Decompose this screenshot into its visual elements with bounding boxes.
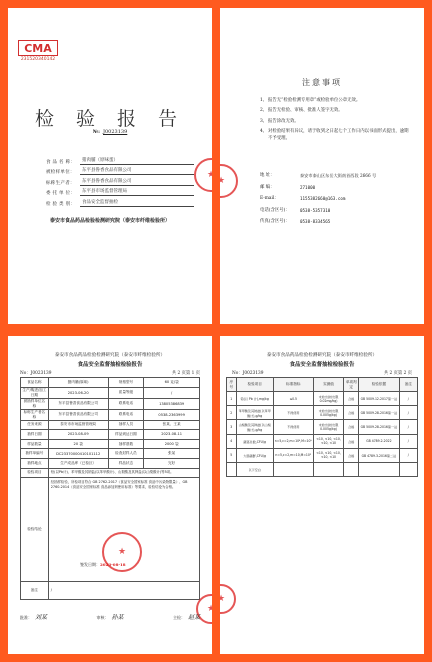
official-seal bbox=[220, 164, 238, 198]
svg-text:CMA: CMA bbox=[24, 42, 52, 55]
field-category: 检 验 类 别： 食品安全监督抽检 bbox=[46, 196, 194, 207]
report-title: 食品安全监督抽检检验报告 bbox=[289, 362, 355, 368]
table-header-row: 序号 检验项目 标准指标 实测值 单项判定 检验依据 备注 bbox=[227, 378, 418, 392]
notice-item: 4、 对检验结果有异议，请于收到之日起七个工作日内以书面形式提出，逾期不予受理。 bbox=[260, 129, 409, 142]
test-results-table bbox=[226, 377, 418, 477]
table-row: 5 大肠菌群,CFU/g n=5,c=2,m=10,M=10² <10, <10, <10, <10, <10 合格 GB 4789.3-2016第二法 / bbox=[227, 448, 418, 462]
report-cover-page bbox=[8, 8, 212, 324]
table-row: 被抽样单位名称 东平县鲁香食品有限公司 联系电话 13805386839 bbox=[21, 398, 200, 409]
cma-number: 231520340142 bbox=[20, 57, 56, 62]
table-row: 3 山梨酸及其钾盐(以山梨酸计),g/kg 不得使用 未检出(检出限0.005g/kg) 合格 GB 5009.28-2016第一法 / bbox=[227, 420, 418, 434]
table-row: 备注 / bbox=[21, 582, 200, 600]
table-row: 任务来源 泰安市市场监督管理局 抽样人员 张某、王某 bbox=[21, 420, 200, 430]
institute-name: 泰安市食品药品检验检测研究院（泰安市纤维检验所） bbox=[54, 353, 166, 358]
report-number-value: J0023139 bbox=[103, 129, 128, 135]
report-meta bbox=[20, 370, 200, 376]
official-seal bbox=[220, 584, 236, 614]
page-indicator: 共 2 页第 1 页 bbox=[171, 371, 200, 376]
table-row: 标称生产者名称 东平县鲁香食品有限公司 联系电话 0538-2363999 bbox=[21, 409, 200, 420]
cma-logo bbox=[18, 40, 58, 62]
issue-date: 签发日期：2023-08-18 bbox=[80, 562, 126, 567]
signer-approve: 批准： 刘某 bbox=[20, 614, 48, 621]
report-page-2 bbox=[220, 336, 424, 654]
report-page-1 bbox=[8, 336, 212, 654]
notice-item: 2、 报告无检验、审核、批准人签字无效。 bbox=[260, 108, 343, 114]
table-row: 检验结论 经抽样检验，所检项目符合 GB 2762-2017《食品安全国家标准 食品中污染物限量》、GB 2760-2014《食品安全国家标准 食品添加剂使用标准》等要求，检验结论为合格。 bbox=[21, 478, 200, 582]
notice-item: 1、 报告无“检验检测专用章”或检验单位公章无效。 bbox=[260, 98, 361, 103]
page-title: 检 验 报 告 bbox=[34, 108, 186, 130]
table-row: 2 苯甲酸及其钠盐(以苯甲酸计),g/kg 不得使用 未检出(检出限0.005g/kg) 合格 GB 5009.28-2016第一法 / bbox=[227, 406, 418, 420]
contact-info bbox=[260, 173, 410, 231]
table-row: 1 铅(以 Pb 计),mg/kg ≤0.5 未检出(检出限0.02mg/kg) 合格 GB 5009.12-2017第一法 / bbox=[227, 392, 418, 406]
notice-title: 注意事项 bbox=[302, 78, 342, 87]
table-row: 抽样单编号 DC23370000410101112 检查封样人员 张某 bbox=[21, 449, 200, 459]
notice-page bbox=[220, 8, 424, 324]
report-meta bbox=[232, 370, 412, 376]
signer-inspector: 主检： 赵某 bbox=[172, 614, 200, 621]
notice-item: 3、 报告涂改无效。 bbox=[260, 118, 299, 124]
field-client: 委 托 单 位： 东平县市场监督管理局 bbox=[46, 186, 194, 197]
notice-list bbox=[260, 97, 410, 146]
field-producer: 标称生产者： 东平县鲁香食品有限公司 bbox=[46, 175, 194, 186]
institute-name: 泰安市食品药品检验检测研究院（泰安市纤维检验所） bbox=[266, 353, 378, 358]
report-number: No：J0023139 bbox=[232, 371, 264, 376]
issuing-organization: 泰安市食品药品检验检测研究院（泰安市纤维检验所） bbox=[49, 218, 170, 224]
table-row: 生产/购进/加工日期 2023-06-20 质量等级 / bbox=[21, 387, 200, 398]
field-sampled-unit: 被检样单位： 东平县鲁香食品有限公司 bbox=[46, 165, 194, 176]
table-row: 以下空白 bbox=[227, 462, 418, 476]
contact-address: 地 址： 泰安市泰山区东岳大街南首西段 2666 号 bbox=[260, 173, 377, 178]
report-number-label: №: bbox=[92, 129, 100, 135]
report-title: 食品安全监督抽检检验报告 bbox=[77, 362, 143, 368]
table-row: 食品名称 猪肉脯(原味) 规格型号 60 克/袋 bbox=[21, 378, 200, 388]
table-row: 抽样日期 2023-08-09 样品到达日期 2023-08-11 bbox=[21, 430, 200, 440]
signature-row bbox=[20, 612, 200, 621]
contact-phone: 电话(含区号)： 0538-5357310 bbox=[260, 207, 331, 213]
signer-review: 审核： 孙某 bbox=[96, 614, 124, 621]
table-row: 抽样地点 生产成品库（已检区） 样品状态 完好 bbox=[21, 458, 200, 468]
page-indicator: 共 2 页第 2 页 bbox=[383, 371, 412, 376]
table-row: 4 菌落总数,CFU/g n=5,c=2,m=10⁴,M=10⁵ <10, <10, <10, <10, <10 合格 GB 4789.2-2022 / bbox=[227, 434, 418, 448]
table-row: 检验项目 铅(以Pb计)、苯甲酸及其钠盐(以苯甲酸计)、山梨酸及其钾盐(以山梨酸计)等5项。 bbox=[21, 468, 200, 478]
report-number: No：J0023139 bbox=[20, 371, 52, 376]
inspection-seal bbox=[102, 532, 142, 572]
contact-email: E-mail： 1155382660@163.com bbox=[260, 196, 346, 202]
report-number bbox=[8, 129, 212, 135]
contact-postcode: 邮 编： 271000 bbox=[260, 184, 316, 190]
field-food-name: 食 品 名 称： 猪肉脯（原味蛋） bbox=[46, 154, 194, 165]
official-seal bbox=[194, 158, 212, 192]
table-row: 样品数量 20 袋 抽样基数 2000 袋 bbox=[21, 439, 200, 449]
cover-fields bbox=[46, 154, 194, 207]
contact-fax: 传真(含区号)： 0538-8334565 bbox=[260, 219, 331, 225]
cma-logo-icon bbox=[18, 40, 58, 56]
